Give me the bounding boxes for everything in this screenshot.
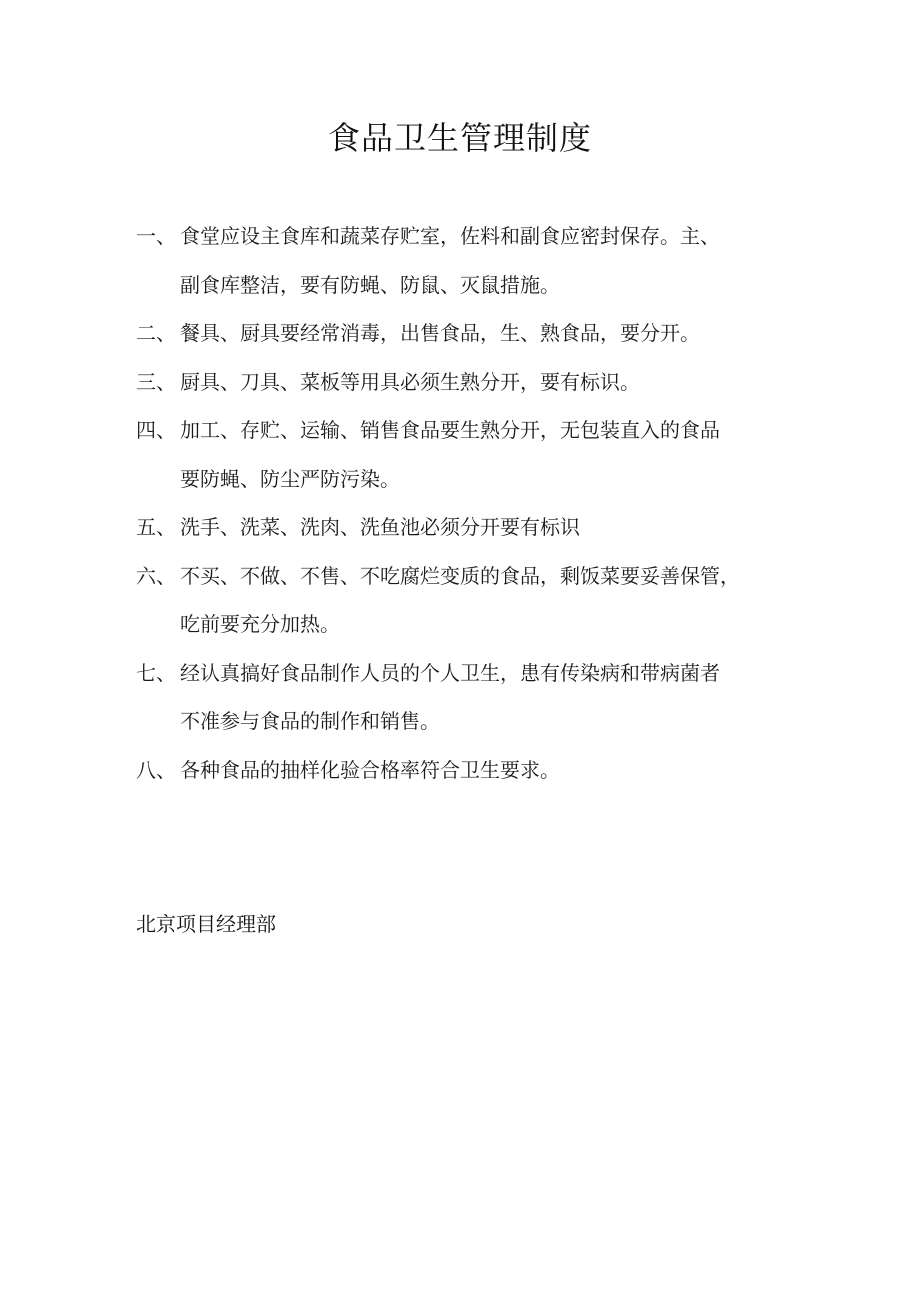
rule-text bbox=[180, 358, 796, 407]
rule-item bbox=[136, 406, 796, 503]
rule-item bbox=[136, 552, 796, 649]
rule-text bbox=[180, 746, 796, 795]
rule-line: 餐具、厨具要经常消毒，出售食品，生、熟食品，要分开。 bbox=[180, 321, 700, 345]
rule-text bbox=[180, 212, 796, 309]
document-title: 食品卫生管理制度 bbox=[327, 119, 592, 157]
rule-number: 八、 bbox=[136, 757, 176, 782]
rule-line: 经认真搞好食品制作人员的个人卫生，患有传染病和带病菌者 bbox=[180, 660, 720, 685]
rule-number: 六、 bbox=[136, 563, 176, 588]
rule-number: 七、 bbox=[136, 660, 176, 685]
rule-number: 五、 bbox=[136, 515, 176, 539]
rule-item bbox=[136, 649, 796, 746]
rule-line: 厨具、刀具、菜板等用具必须生熟分开，要有标识。 bbox=[180, 369, 640, 394]
rule-item bbox=[136, 212, 796, 309]
rule-number: 三、 bbox=[136, 369, 176, 394]
rule-line: 食堂应设主食库和蔬菜存贮室，佐料和副食应密封保存。主、 bbox=[180, 224, 720, 248]
rule-item bbox=[136, 746, 796, 795]
rule-item bbox=[136, 309, 796, 358]
rule-line: 要防蝇、防尘严防污染。 bbox=[180, 466, 400, 491]
rule-line: 吃前要充分加热。 bbox=[180, 612, 340, 636]
rule-text bbox=[180, 503, 796, 552]
rule-text bbox=[180, 649, 796, 746]
rule-item bbox=[136, 503, 796, 552]
rules-list bbox=[136, 212, 796, 794]
rule-item bbox=[136, 358, 796, 407]
rule-text bbox=[180, 552, 796, 649]
rule-number: 四、 bbox=[136, 418, 176, 442]
rule-line: 加工、存贮、运输、销售食品要生熟分开，无包装直入的食品 bbox=[180, 418, 720, 442]
rule-text bbox=[180, 406, 796, 503]
rule-line: 洗手、洗菜、洗肉、洗鱼池必须分开要有标识 bbox=[180, 515, 580, 539]
rule-text bbox=[180, 309, 796, 358]
rule-number: 二、 bbox=[136, 321, 176, 345]
rule-line: 各种食品的抽样化验合格率符合卫生要求。 bbox=[180, 757, 560, 782]
rule-line: 不准参与食品的制作和销售。 bbox=[180, 709, 440, 733]
rule-number: 一、 bbox=[136, 224, 176, 248]
footer-organization: 北京项目经理部 bbox=[136, 912, 276, 936]
rule-line: 副食库整洁，要有防蝇、防鼠、灭鼠措施。 bbox=[180, 272, 560, 297]
rule-line: 不买、不做、不售、不吃腐烂变质的食品，剩饭菜要妥善保管， bbox=[180, 563, 740, 588]
